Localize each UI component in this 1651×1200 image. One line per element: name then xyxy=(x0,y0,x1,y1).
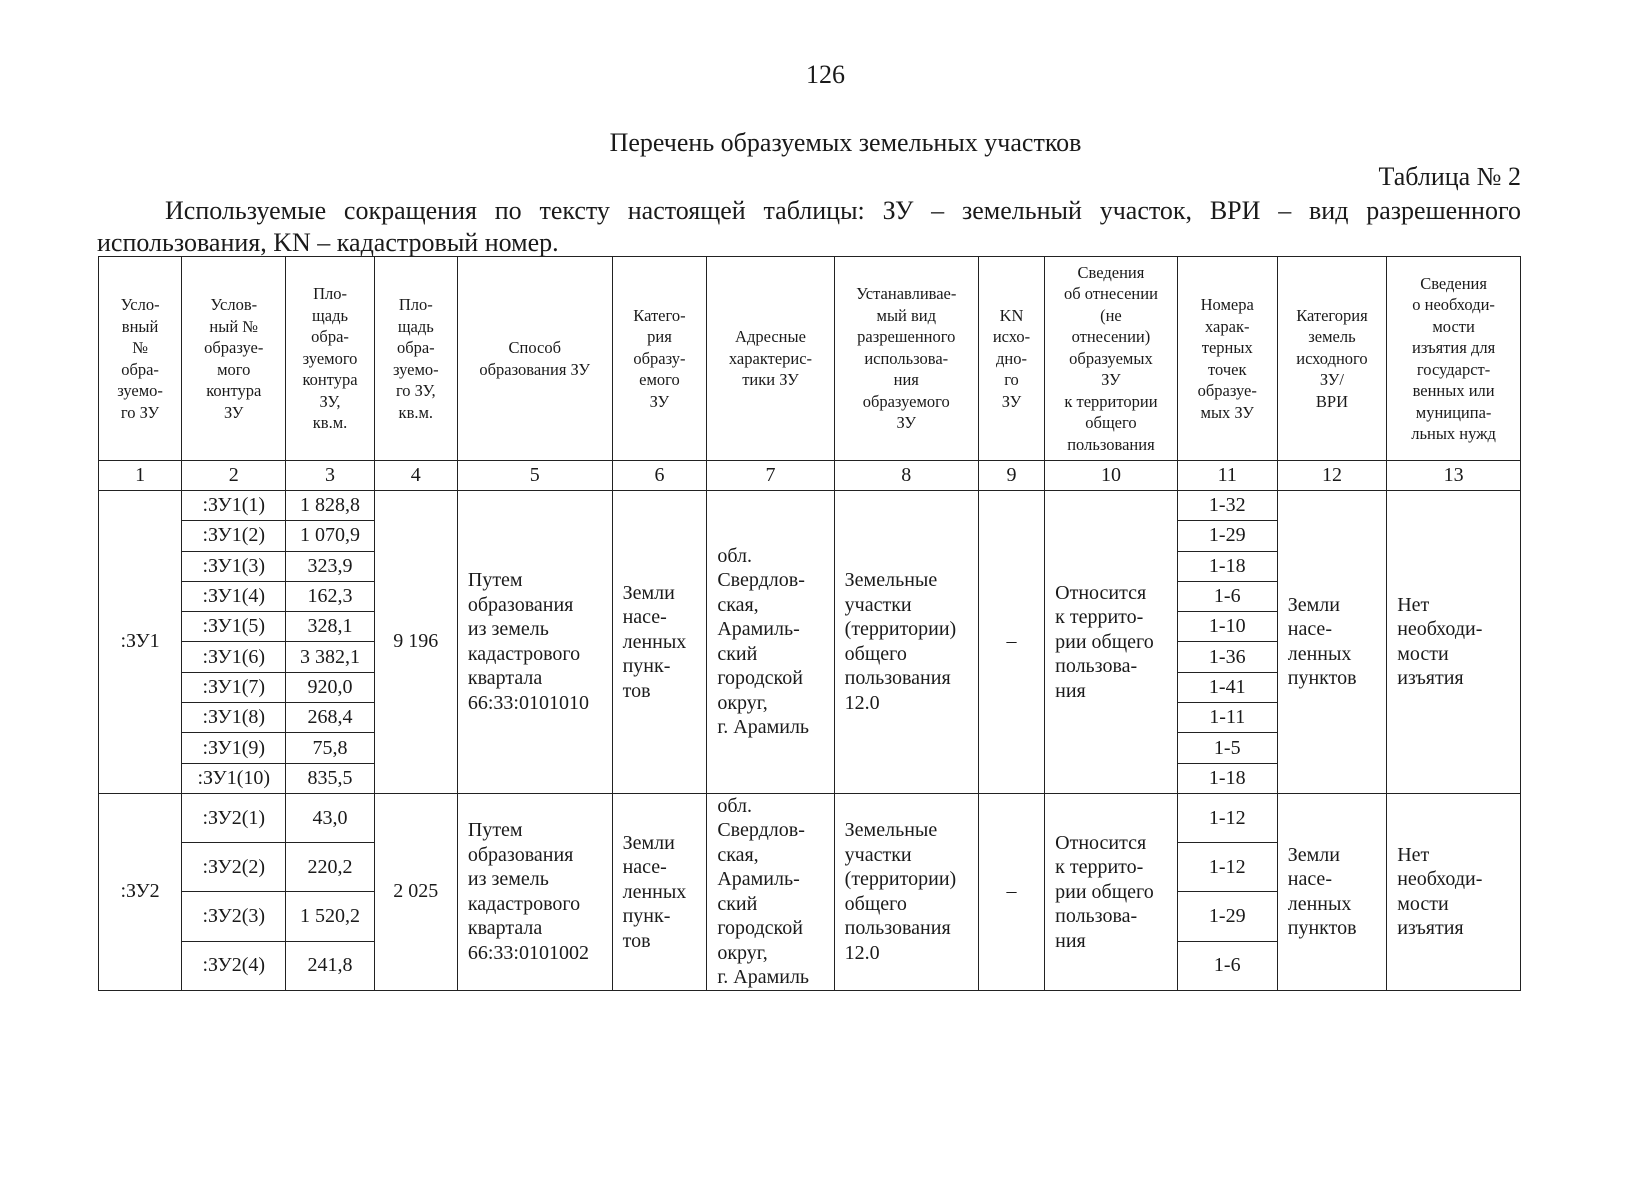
abbreviations-note: Используемые сокращения по тексту настоящей таблицы: ЗУ – земельный участок, ВРИ – вид разрешенного использования, KN – кадастровый номер. xyxy=(97,196,1521,257)
column-number: 7 xyxy=(707,461,834,491)
contour-area: 220,2 xyxy=(286,843,374,892)
source-kn: – xyxy=(978,793,1044,990)
points-range: 1-10 xyxy=(1177,612,1277,642)
contour-id: :ЗУ1(4) xyxy=(182,581,286,611)
withdrawal-info: Нет необходи- мости изъятия xyxy=(1387,793,1521,990)
header-cell: Пло- щадь обра- зуемого контура ЗУ, кв.м. xyxy=(286,257,374,461)
page-number: 126 xyxy=(806,60,845,89)
header-cell: Пло- щадь обра- зуемо- го ЗУ, кв.м. xyxy=(374,257,457,461)
table-row xyxy=(99,491,1521,521)
header-cell: Сведения о необходи- мости изъятия для государст- венных или муниципа- льных нужд xyxy=(1387,257,1521,461)
table-label: Таблица № 2 xyxy=(1378,162,1521,191)
contour-id: :ЗУ1(5) xyxy=(182,612,286,642)
contour-area: 323,9 xyxy=(286,551,374,581)
column-number: 3 xyxy=(286,461,374,491)
source-land-category: Земли насе- ленных пунктов xyxy=(1277,793,1386,990)
column-number: 13 xyxy=(1387,461,1521,491)
table-row xyxy=(99,793,1521,842)
contour-id: :ЗУ1(3) xyxy=(182,551,286,581)
contour-area: 162,3 xyxy=(286,581,374,611)
contour-id: :ЗУ1(1) xyxy=(182,491,286,521)
contour-area: 75,8 xyxy=(286,733,374,763)
column-number: 9 xyxy=(978,461,1044,491)
address: обл. Свердлов- ская, Арамиль- ский городской округ, г. Арамиль xyxy=(707,491,834,794)
source-land-category: Земли насе- ленных пунктов xyxy=(1277,491,1386,794)
points-range: 1-18 xyxy=(1177,551,1277,581)
contour-id: :ЗУ2(1) xyxy=(182,793,286,842)
header-cell: KN исхо- дно- го ЗУ xyxy=(978,257,1044,461)
header-cell: Номера харак- терных точек образуе- мых ЗУ xyxy=(1177,257,1277,461)
column-number: 10 xyxy=(1045,461,1178,491)
points-range: 1-6 xyxy=(1177,581,1277,611)
formation-method: Путем образования из земель кадастрового квартала 66:33:0101010 xyxy=(457,491,612,794)
plot-group-zu2 xyxy=(99,793,1521,990)
column-number: 8 xyxy=(834,461,978,491)
points-range: 1-18 xyxy=(1177,763,1277,793)
plot-id: :ЗУ2 xyxy=(99,793,182,990)
contour-area: 3 382,1 xyxy=(286,642,374,672)
points-range: 1-12 xyxy=(1177,793,1277,842)
contour-area: 43,0 xyxy=(286,793,374,842)
column-number: 2 xyxy=(182,461,286,491)
contour-area: 328,1 xyxy=(286,612,374,642)
header-cell: Катего- рия образу- емого ЗУ xyxy=(612,257,707,461)
contour-area: 920,0 xyxy=(286,672,374,702)
points-range: 1-29 xyxy=(1177,521,1277,551)
points-range: 1-6 xyxy=(1177,941,1277,990)
contour-id: :ЗУ1(2) xyxy=(182,521,286,551)
column-number: 4 xyxy=(374,461,457,491)
source-kn: – xyxy=(978,491,1044,794)
contour-area: 1 520,2 xyxy=(286,892,374,941)
public-use-status: Относится к террито- рии общего пользова- ния xyxy=(1045,491,1178,794)
contour-id: :ЗУ1(7) xyxy=(182,672,286,702)
plot-area: 2 025 xyxy=(374,793,457,990)
header-cell: Способ образования ЗУ xyxy=(457,257,612,461)
points-range: 1-41 xyxy=(1177,672,1277,702)
column-number: 6 xyxy=(612,461,707,491)
formation-method: Путем образования из земель кадастрового квартала 66:33:0101002 xyxy=(457,793,612,990)
contour-id: :ЗУ2(2) xyxy=(182,843,286,892)
permitted-use: Земельные участки (территории) общего пользования 12.0 xyxy=(834,793,978,990)
contour-id: :ЗУ1(6) xyxy=(182,642,286,672)
header-cell: Сведения об отнесении (не отнесении) образуемых ЗУ к территории общего пользования xyxy=(1045,257,1178,461)
plot-id: :ЗУ1 xyxy=(99,491,182,794)
withdrawal-info: Нет необходи- мости изъятия xyxy=(1387,491,1521,794)
contour-id: :ЗУ1(9) xyxy=(182,733,286,763)
column-number: 11 xyxy=(1177,461,1277,491)
header-cell: Адресные характерис- тики ЗУ xyxy=(707,257,834,461)
points-range: 1-29 xyxy=(1177,892,1277,941)
plot-group-zu1 xyxy=(99,491,1521,794)
column-number: 12 xyxy=(1277,461,1386,491)
column-number: 1 xyxy=(99,461,182,491)
plot-area: 9 196 xyxy=(374,491,457,794)
permitted-use: Земельные участки (территории) общего пользования 12.0 xyxy=(834,491,978,794)
contour-id: :ЗУ2(3) xyxy=(182,892,286,941)
points-range: 1-12 xyxy=(1177,843,1277,892)
contour-area: 268,4 xyxy=(286,703,374,733)
address: обл. Свердлов- ская, Арамиль- ский городской округ, г. Арамиль xyxy=(707,793,834,990)
header-cell: Устанавливае- мый вид разрешенного использова- ния образуемого ЗУ xyxy=(834,257,978,461)
land-category: Земли насе- ленных пунк- тов xyxy=(612,793,707,990)
header-cell: Усло- вный № обра- зуемо- го ЗУ xyxy=(99,257,182,461)
column-number: 5 xyxy=(457,461,612,491)
points-range: 1-32 xyxy=(1177,491,1277,521)
header-row xyxy=(99,257,1521,461)
document-title: Перечень образуемых земельных участков xyxy=(609,128,1082,157)
points-range: 1-5 xyxy=(1177,733,1277,763)
contour-area: 241,8 xyxy=(286,941,374,990)
land-category: Земли насе- ленных пунк- тов xyxy=(612,491,707,794)
header-cell: Услов- ный № образуе- мого контура ЗУ xyxy=(182,257,286,461)
header-cell: Категория земель исходного ЗУ/ ВРИ xyxy=(1277,257,1386,461)
contour-id: :ЗУ1(10) xyxy=(182,763,286,793)
contour-id: :ЗУ1(8) xyxy=(182,703,286,733)
contour-area: 1 070,9 xyxy=(286,521,374,551)
public-use-status: Относится к террито- рии общего пользова- ния xyxy=(1045,793,1178,990)
contour-area: 835,5 xyxy=(286,763,374,793)
land-plots-table xyxy=(98,256,1521,991)
contour-area: 1 828,8 xyxy=(286,491,374,521)
points-range: 1-36 xyxy=(1177,642,1277,672)
points-range: 1-11 xyxy=(1177,703,1277,733)
contour-id: :ЗУ2(4) xyxy=(182,941,286,990)
column-number-row xyxy=(99,461,1521,491)
